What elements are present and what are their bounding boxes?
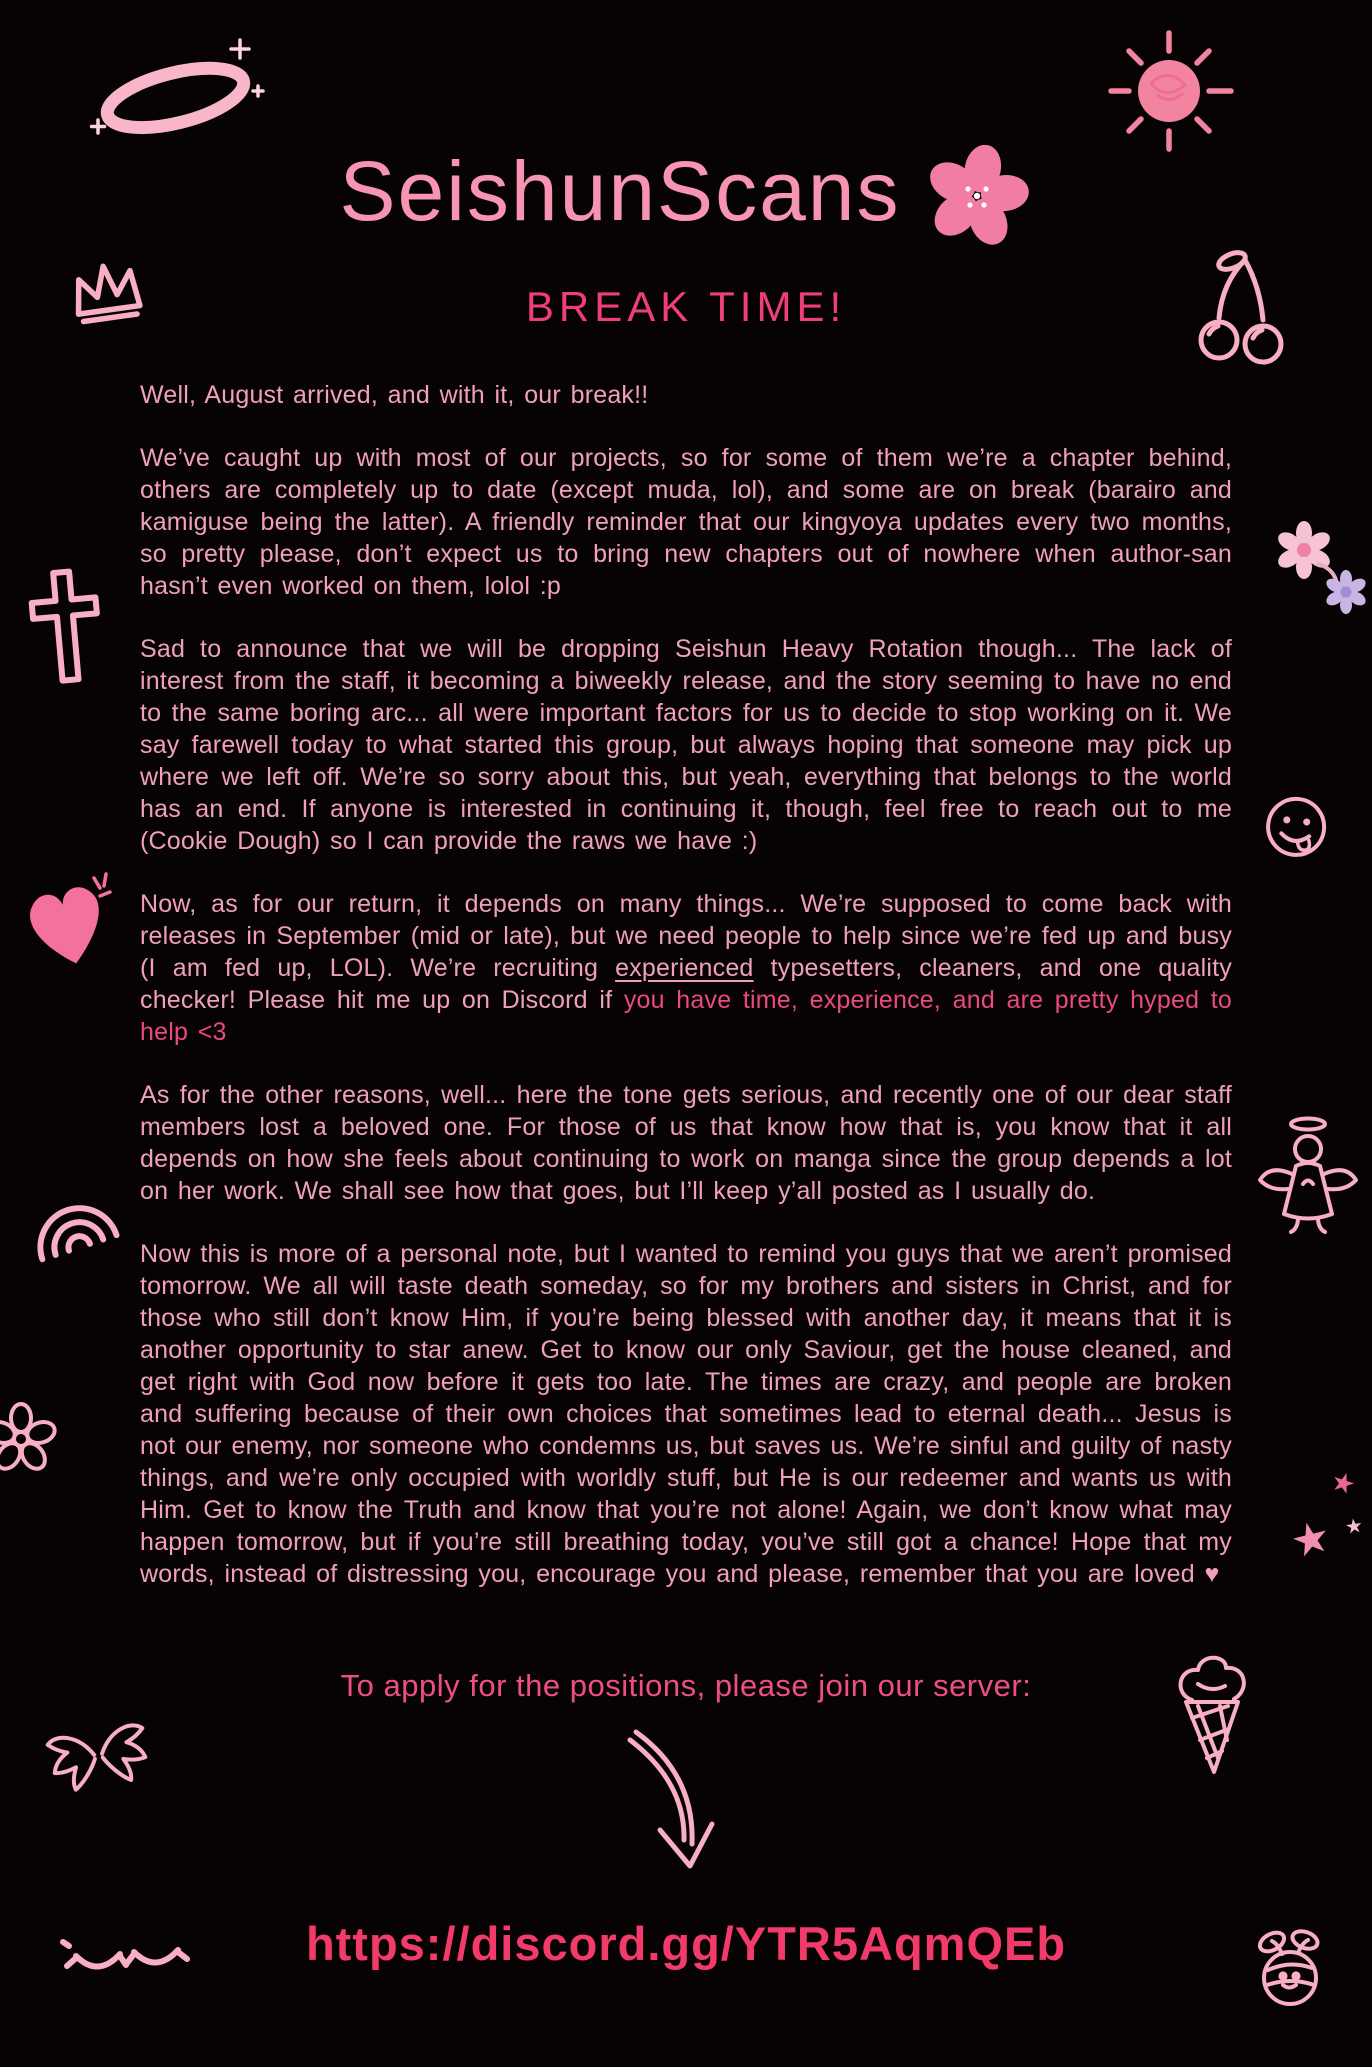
paragraph-projects: We’ve caught up with most of our projects, so for some of them we’re a chapter behind, others are completely up to date (except muda, lol), and some are on break (barairo and kamiguse being the latter). A friendly reminder that our kingyoya updates every two months, so pretty please, don’t expect us to bring new chapters out of nowhere when author-san hasn’t even worked on them, lolol :p bbox=[140, 444, 1232, 600]
star-big: ★ bbox=[1285, 1510, 1336, 1570]
apply-instruction: To apply for the positions, please join our server: bbox=[340, 1668, 1032, 1703]
return-text-2: typesetters, cleaners, and one quality checker! Please hit me up on Discord if bbox=[140, 954, 1232, 1014]
star-small-1: ★ bbox=[1326, 1465, 1360, 1502]
announcement-body bbox=[140, 379, 1232, 1590]
stars-icon bbox=[1285, 1465, 1372, 1580]
paragraph-return bbox=[140, 888, 1232, 1048]
flowers-icon bbox=[1268, 520, 1372, 620]
return-accent-text: you have time, experience, and are pretty hyped to help <3 bbox=[140, 986, 1233, 1046]
star-small-2: ★ bbox=[1343, 1512, 1365, 1540]
paragraph-staff: As for the other reasons, well... here the tone gets serious, and recently one of our dear staff members lost a beloved one. For those of us that know how that is, you know that it all depends on how she feels about continuing to work on manga since the group depends a lot on her work. We shall see how that goes, but I’ll keep y’all posted as I usually do. bbox=[140, 1081, 1232, 1205]
rainbow-icon bbox=[8, 1152, 128, 1271]
return-text: Now, as for our return, it depends on many things... We’re supposed to come back with releases in September (mid or late), but we need people to help since we’re fed up and busy (I am fed up, LOL). We’re recruiting bbox=[140, 890, 1232, 982]
header bbox=[0, 0, 1372, 331]
wings-icon bbox=[37, 1709, 166, 1832]
paragraph-personal: Now this is more of a personal note, but I wanted to remind you guys that we aren’t promised tomorrow. We all will taste death someday, so for my brothers and sisters in Christ, and for those who still don’t know Him, if you’re being blessed with another day, it means that it is another opportunity to star anew. Get to know our only Saviour, get the house cleaned, and get right with God now before it gets too late. The times are crazy, and people are broken and suffering because of their own choices that sometimes lead to eternal death... Jesus is not our enemy, nor someone who condemns us, but saves us. We’re sinful and guilty of nasty things, and we’re only occupied with worldly stuff, but He is our redeemer and wants us with Him. Get to know the Truth and know that you’re not alone! Again, we don’t know what may happen tomorrow, but if you’re still breathing today, you’ve still got a chance! Hope that my words, instead of distressing you, encourage you and please, remember that you are loved ♥ bbox=[140, 1240, 1232, 1588]
flower-icon bbox=[0, 1398, 62, 1480]
paragraph-dropping: Sad to announce that we will be dropping Seishun Heavy Rotation though... The lack of interest from the staff, it becoming a biweekly release, and the story seeming to have no end to the same boring arc... all were important factors for us to decide to stop working on it. We say farewell today to what started this group, but always hoping that someone may pick up where we left off. We’re so sorry about this, but yeah, everything that belongs to the world has an end. If anyone is interested in continuing it, though, feel free to reach out to me (Cookie Dough) so I can provide the raws we have :) bbox=[140, 635, 1232, 855]
arrow-down-icon bbox=[608, 1724, 738, 1889]
paragraph-intro: Well, August arrived, and with it, our break!! bbox=[140, 381, 649, 409]
angel-icon bbox=[1250, 1112, 1365, 1257]
page-title: SeishunScans bbox=[339, 143, 901, 238]
cross-icon bbox=[28, 566, 106, 690]
smiley-face-icon bbox=[1254, 786, 1340, 870]
return-underlined-text: experienced bbox=[615, 954, 754, 982]
discord-link[interactable]: https://discord.gg/YTR5AqmQEb bbox=[305, 1917, 1067, 1970]
cherry-blossom-icon bbox=[921, 138, 1033, 255]
page-subtitle: BREAK TIME! bbox=[525, 283, 847, 330]
heart-icon bbox=[22, 872, 117, 980]
